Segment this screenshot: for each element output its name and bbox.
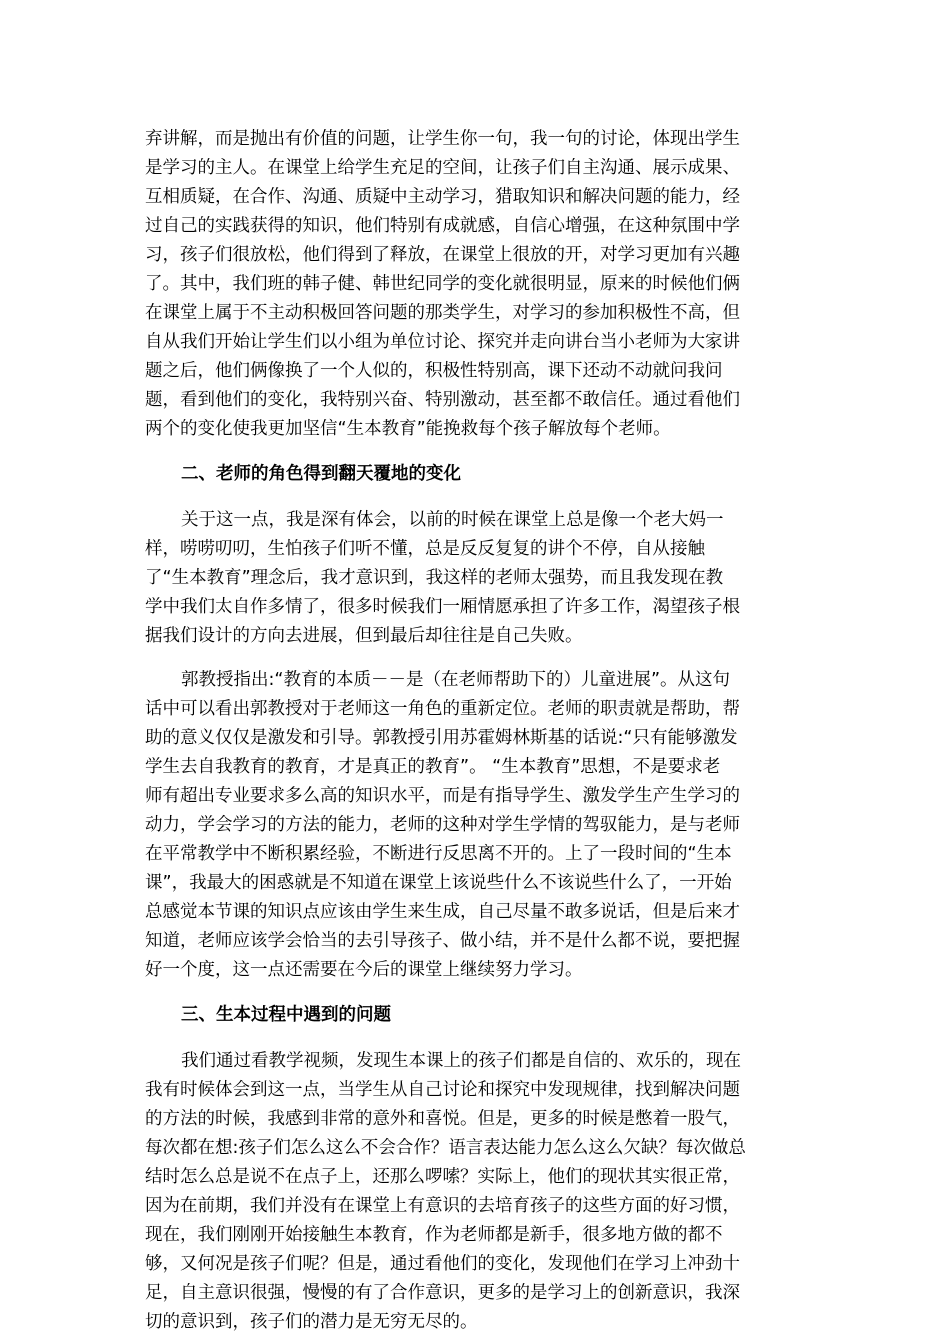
paragraph-line: 学生去自我教育的教育，才是真正的教育”。 “生本教育”思想，不是要求老 bbox=[145, 757, 721, 777]
paragraph-line: 弃讲解，而是抛出有价值的问题，让学生你一句，我一句的讨论，体现出学生 bbox=[145, 129, 740, 149]
paragraph-line: 习，孩子们很放松，他们得到了释放，在课堂上很放的开，对学习更加有兴趣 bbox=[145, 245, 740, 265]
paragraph-line: 自从我们开始让学生们以小组为单位讨论、探究并走向讲台当小老师为大家讲 bbox=[145, 332, 740, 352]
paragraph-line: 题之后，他们俩像换了一个人似的，积极性特别高，课下还动不动就问我问 bbox=[145, 361, 723, 381]
paragraph-line: 是学习的主人。在课堂上给学生充足的空间，让孩子们自主沟通、展示成果、 bbox=[145, 158, 740, 178]
paragraph-line: 话中可以看出郭教授对于老师这一角色的重新定位。老师的职责就是帮助，帮 bbox=[145, 699, 740, 719]
paragraph-line: 了。其中，我们班的韩子健、韩世纪同学的变化就很明显，原来的时候他们俩 bbox=[145, 274, 740, 294]
paragraph-line: 郭教授指出:“教育的本质－－是（在老师帮助下的）儿童进展”。从这句 bbox=[181, 670, 731, 690]
paragraph-line: 在平常教学中不断积累经验，不断进行反思离不开的。上了一段时间的“生本 bbox=[145, 844, 732, 864]
paragraph-line: 切的意识到，孩子们的潜力是无穷无尽的。 bbox=[145, 1312, 478, 1332]
paragraph-line: 结时怎么总是说不在点子上，还那么啰嗦？实际上，他们的现状其实很正常， bbox=[145, 1167, 740, 1187]
paragraph-line: 关于这一点，我是深有体会，以前的时候在课堂上总是像一个老大妈一 bbox=[181, 510, 724, 530]
paragraph-line: 好一个度，这一点还需要在今后的课堂上继续努力学习。 bbox=[145, 960, 583, 980]
paragraph-line: 过自己的实践获得的知识，他们特别有成就感，自信心增强，在这种氛围中学 bbox=[145, 216, 740, 236]
paragraph-line: 我们通过看教学视频，发现生本课上的孩子们都是自信的、欢乐的，现在 bbox=[181, 1051, 741, 1071]
paragraph-line: 总感觉本节课的知识点应该由学生来生成，自己尽量不敢多说话，但是后来才 bbox=[145, 902, 740, 922]
paragraph-line: 足，自主意识很强，慢慢的有了合作意识，更多的是学习上的创新意识，我深 bbox=[145, 1283, 740, 1303]
paragraph-line: 现在，我们刚刚开始接触生本教育，作为老师都是新手，很多地方做的都不 bbox=[145, 1225, 723, 1245]
paragraph-line: 师有超出专业要求多么高的知识水平，而是有指导学生、激发学生产生学习的 bbox=[145, 786, 740, 806]
paragraph-line: 因为在前期，我们并没有在课堂上有意识的去培育孩子的这些方面的好习惯， bbox=[145, 1196, 740, 1216]
paragraph-line: 互相质疑，在合作、沟通、质疑中主动学习，猎取知识和解决问题的能力，经 bbox=[145, 187, 740, 207]
paragraph-line: 学中我们太自作多情了，很多时候我们一厢情愿承担了许多工作，渴望孩子根 bbox=[145, 597, 740, 617]
paragraph-line: 题，看到他们的变化，我特别兴奋、特别激动，甚至都不敢信任。通过看他们 bbox=[145, 390, 740, 410]
paragraph-line: 助的意义仅仅是激发和引导。郭教授引用苏霍姆林斯基的话说:“只有能够激发 bbox=[145, 728, 738, 748]
paragraph-line: 样，唠唠叨叨，生怕孩子们听不懂，总是反反复复的讲个不停，自从接触 bbox=[145, 539, 705, 559]
paragraph-line: 了“生本教育”理念后，我才意识到，我这样的老师太强势，而且我发现在教 bbox=[145, 568, 724, 588]
paragraph-line: 每次都在想:孩子们怎么这么不会合作？语言表达能力怎么这么欠缺？每次做总 bbox=[145, 1138, 746, 1158]
section-heading: 三、生本过程中遇到的问题 bbox=[181, 1005, 391, 1025]
paragraph-line: 的方法的时候，我感到非常的意外和喜悦。但是，更多的时候是憋着一股气， bbox=[145, 1109, 740, 1129]
paragraph-line: 据我们设计的方向去进展，但到最后却往往是自己失败。 bbox=[145, 626, 583, 646]
paragraph-line: 够，又何况是孩子们呢？但是，通过看他们的变化，发现他们在学习上冲劲十 bbox=[145, 1254, 740, 1274]
paragraph-line: 知道，老师应该学会恰当的去引导孩子、做小结，并不是什么都不说，要把握 bbox=[145, 931, 740, 951]
paragraph-line: 我有时候体会到这一点，当学生从自己讨论和探究中发现规律，找到解决问题 bbox=[145, 1080, 740, 1100]
paragraph-line: 在课堂上属于不主动积极回答问题的那类学生，对学习的参加积极性不高，但 bbox=[145, 303, 740, 323]
paragraph-line: 动力，学会学习的方法的能力，老师的这种对学生学情的驾驭能力，是与老师 bbox=[145, 815, 740, 835]
paragraph-line: 课”，我最大的困惑就是不知道在课堂上该说些什么不该说些什么了，一开始 bbox=[145, 873, 732, 893]
paragraph-line: 两个的变化使我更加坚信“生本教育”能挽救每个孩子解放每个老师。 bbox=[145, 419, 671, 439]
section-heading: 二、老师的角色得到翻天覆地的变化 bbox=[181, 464, 461, 484]
